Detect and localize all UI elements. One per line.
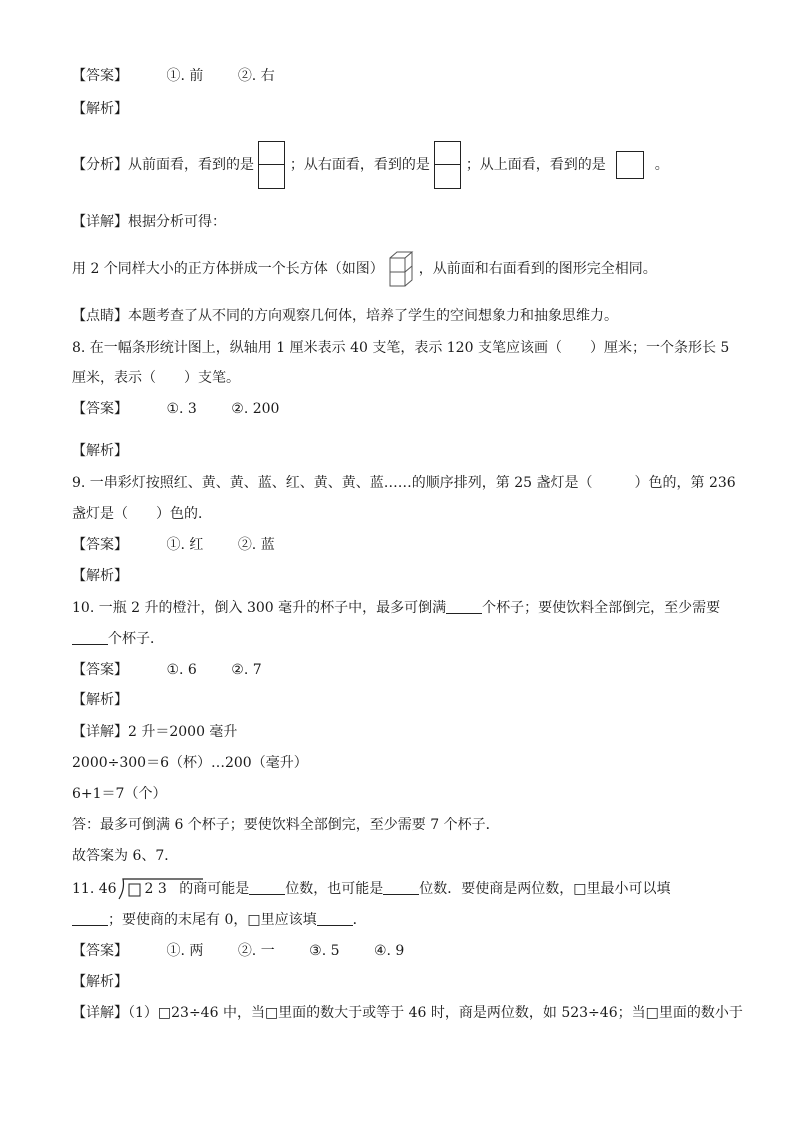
- detail-label: 【详解】: [72, 1005, 128, 1021]
- q8-answer-1: ①. 3: [166, 401, 197, 417]
- q7-detail-row: [72, 212, 226, 232]
- q11-answer-3: ③. 5: [309, 943, 340, 959]
- q7-dianjing-row: [72, 306, 618, 326]
- front-view-figure: [258, 141, 285, 189]
- q9-answer-2: ②. 蓝: [237, 537, 275, 553]
- q11-line-1a: 的商可能是: [179, 881, 250, 897]
- q10-detail-2: 2000÷300＝6（杯）…200（毫升）: [72, 755, 308, 771]
- q7-fenxi-text-4: 。: [654, 157, 669, 173]
- q11-line-2: [72, 910, 367, 930]
- q10-answer-1: ①. 6: [166, 662, 197, 678]
- q7-answer-1: ①. 前: [166, 68, 204, 84]
- q7-analysis-label: 【解析】: [72, 101, 128, 117]
- dianjing-label: 【点睛】: [72, 308, 128, 324]
- q10-analysis-label: 【解析】: [72, 692, 128, 708]
- right-view-figure: [434, 141, 461, 189]
- q11-answer-1: ①. 两: [166, 943, 204, 959]
- q11-detail-text: （1）□23÷46 中，当□里面的数大于或等于 46 时，商是两位数，如 523÷46；当□里面的数小于: [128, 1005, 743, 1021]
- q10-line-1b: 个杯子；要使饮料全部倒完，至少需要: [482, 600, 721, 616]
- q7-answer-row: [72, 66, 275, 86]
- q11-analysis-label: 【解析】: [72, 974, 128, 990]
- q8-line-2: 厘米，表示（ ）支笔。: [72, 370, 240, 386]
- q11-blank-4: [317, 911, 353, 926]
- q8-analysis-label: 【解析】: [72, 443, 128, 459]
- top-view-figure: [616, 151, 644, 179]
- q7-fenxi-text-2: ；从右面看，看到的是: [289, 157, 430, 173]
- q10-line-1: [72, 598, 720, 618]
- answer-label: 【答案】: [72, 537, 128, 553]
- q11-answer-row: [72, 941, 404, 961]
- q11-answer-2: ②. 一: [237, 943, 275, 959]
- q9-answer-1: ①. 红: [166, 537, 204, 553]
- q11-line-1b: 位数，也可能是: [285, 881, 384, 897]
- q7-fenxi-text-3: ；从上面看，看到的是: [465, 157, 606, 173]
- q11-detail-row: [72, 1003, 743, 1023]
- q10-detail-5: 故答案为 6、7．: [72, 848, 179, 864]
- cuboid-icon: [388, 250, 414, 288]
- q10-blank-2: [72, 630, 108, 645]
- q9-analysis-label: 【解析】: [72, 568, 128, 584]
- answer-label: 【答案】: [72, 401, 128, 417]
- answer-label: 【答案】: [72, 943, 128, 959]
- q11-line-1: [72, 876, 671, 902]
- q10-blank-1: [446, 599, 482, 614]
- q11-line-2b: ．: [352, 912, 367, 928]
- long-division-figure: [99, 876, 167, 902]
- answer-label: 【答案】: [72, 662, 128, 678]
- q11-answer-4: ④. 9: [373, 943, 405, 959]
- detail-label: 【详解】: [72, 724, 128, 740]
- fenxi-label: 【分析】: [72, 157, 128, 173]
- q10-line-2: [72, 629, 164, 649]
- q10-detail-row: [72, 722, 237, 742]
- q10-line-2-text: 个杯子．: [108, 631, 164, 647]
- q9-line-2: 盏灯是（ ）色的．: [72, 506, 212, 522]
- q7-dianjing-text: 本题考查了从不同的方向观察几何体，培养了学生的空间想象力和抽象思维力。: [128, 308, 618, 324]
- q10-detail-1: 2 升＝2000 毫升: [128, 724, 238, 740]
- q8-answer-row: [72, 399, 279, 419]
- q11-dividend-rest: 2 3: [144, 881, 167, 897]
- q11-line-2a: ；要使商的末尾有 0，□里应该填: [108, 912, 317, 928]
- q10-answer-row: [72, 660, 262, 680]
- q7-fenxi-text-1: 从前面看，看到的是: [128, 157, 254, 173]
- q7-fenxi-row: [72, 141, 669, 189]
- q7-detail-text: 根据分析可得：: [128, 214, 226, 230]
- q7-answer-2: ②. 右: [237, 68, 275, 84]
- q7-line-a: 用 2 个同样大小的正方体拼成一个长方体（如图）: [72, 261, 384, 277]
- q11-blank-3: [72, 911, 108, 926]
- q10-detail-3: 6+1＝7（个）: [72, 786, 167, 802]
- q10-line-1a: 10. 一瓶 2 升的橙汁，倒入 300 毫升的杯子中，最多可倒满: [72, 600, 447, 616]
- q11-line-1c: 位数．要使商是两位数，□里最小可以填: [419, 881, 671, 897]
- answer-label: 【答案】: [72, 68, 128, 84]
- q11-number: 11.: [72, 881, 95, 897]
- q11-divisor: 46: [98, 881, 117, 897]
- q11-blank-1: [249, 880, 285, 895]
- q10-answer-2: ②. 7: [231, 662, 262, 678]
- q8-line-1: 8. 在一幅条形统计图上，纵轴用 1 厘米表示 40 支笔，表示 120 支笔应该画（ ）厘米；一个条形长 5: [72, 340, 730, 356]
- q8-answer-2: ②. 200: [231, 401, 280, 417]
- q10-detail-4: 答：最多可倒满 6 个杯子；要使饮料全部倒完，至少需要 7 个杯子．: [72, 817, 500, 833]
- q9-answer-row: [72, 535, 275, 555]
- q11-blank-2: [383, 880, 419, 895]
- q7-line-b: ，从前面和右面看到的图形完全相同。: [418, 261, 657, 277]
- q7-cuboid-row: [72, 250, 657, 288]
- q9-line-1: 9. 一串彩灯按照红、黄、黄、蓝、红、黄、黄、蓝……的顺序排列，第 25 盏灯是（ ）色的，第 236: [72, 475, 736, 491]
- detail-label: 【详解】: [72, 214, 128, 230]
